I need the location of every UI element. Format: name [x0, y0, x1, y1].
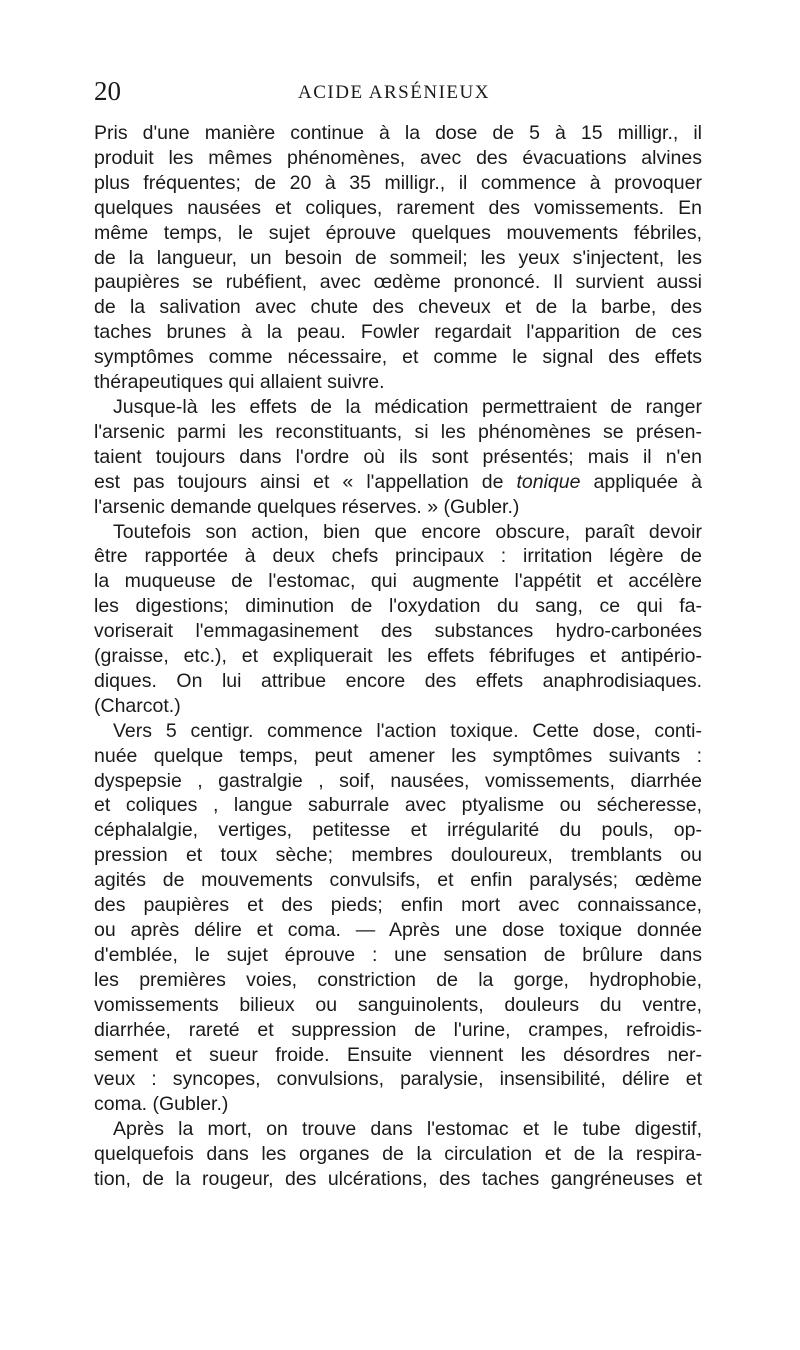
- text-line: les digestions; diminution de l'oxydation du sang, ce qui fa-: [94, 595, 702, 618]
- page-number: 20: [94, 76, 121, 106]
- text-line: (graisse, etc.), et expliquerait les effets fébrifuges et antipério-: [94, 645, 702, 668]
- text-line: plus fréquentes; de 20 à 35 milligr., il commence à provoquer: [94, 171, 702, 194]
- text-line: coma. (Gubler.): [94, 1093, 229, 1116]
- text-line: paupières se rubéfient, avec œdème prononcé. Il survient aussi: [94, 271, 702, 294]
- text-line: taient toujours dans l'ordre où ils sont présentés; mais il n'en: [94, 445, 702, 468]
- text-line: céphalalgie, vertiges, petitesse et irrégularité du pouls, op-: [94, 819, 702, 842]
- text-line: tion, de la rougeur, des ulcérations, des taches gangréneuses et: [94, 1168, 702, 1191]
- text-line: produit les mêmes phénomènes, avec des évacuations alvines: [94, 146, 702, 169]
- text-line: nuée quelque temps, peut amener les symptômes suivants :: [94, 744, 702, 767]
- text-line: quelquefois dans les organes de la circulation et de la respira-: [94, 1143, 702, 1166]
- text-line: Jusque-là les effets de la médication permettraient de ranger: [113, 395, 702, 418]
- text-line: l'arsenic parmi les reconstituants, si les phénomènes se présen-: [94, 420, 702, 443]
- text-line: veux : syncopes, convulsions, paralysie, insensibilité, délire et: [94, 1068, 702, 1091]
- text-line: [94, 470, 702, 495]
- text-line: (Charcot.): [94, 694, 181, 717]
- italic-term: tonique: [516, 470, 581, 493]
- text-segment: appliquée à: [593, 470, 702, 493]
- text-line: vomissements bilieux ou sanguinolents, douleurs du ventre,: [94, 993, 702, 1016]
- text-line: Vers 5 centigr. commence l'action toxique. Cette dose, conti-: [113, 719, 702, 742]
- text-line: l'arsenic demande quelques réserves. » (Gubler.): [94, 495, 520, 518]
- text-segment: est pas toujours ainsi et « l'appellation de: [94, 470, 504, 493]
- text-line: voriserait l'emmagasinement des substances hydro-carbonées: [94, 620, 702, 643]
- text-line: Après la mort, on trouve dans l'estomac et le tube digestif,: [113, 1118, 702, 1141]
- text-line: de la langueur, un besoin de sommeil; les yeux s'injectent, les: [94, 246, 702, 269]
- text-line: dyspepsie , gastralgie , soif, nausées, vomissements, diarrhée: [94, 769, 702, 792]
- text-line: thérapeutiques qui allaient suivre.: [94, 371, 385, 394]
- text-line: sement et sueur froide. Ensuite viennent les désordres ner-: [94, 1043, 702, 1066]
- paragraph: [94, 1117, 702, 1192]
- page-heading: ACIDE ARSÉNIEUX: [298, 82, 490, 103]
- text-line: Pris d'une manière continue à la dose de 5 à 15 milligr., il: [94, 122, 702, 144]
- text-line: la muqueuse de l'estomac, qui augmente l'appétit et accélère: [94, 570, 702, 593]
- text-line: même temps, le sujet éprouve quelques mouvements fébriles,: [94, 221, 702, 244]
- text-line: symptômes comme nécessaire, et comme le signal des effets: [94, 346, 702, 369]
- text-line: ou après délire et coma. — Après une dose toxique donnée: [94, 919, 702, 941]
- paragraph: [94, 395, 702, 520]
- text-line: taches brunes à la peau. Fowler regardait l'apparition de ces: [94, 321, 702, 344]
- text-line: d'emblée, le sujet éprouve : une sensation de brûlure dans: [94, 943, 702, 966]
- paragraph: [94, 520, 702, 719]
- text-line: de la salivation avec chute des cheveux et de la barbe, des: [94, 296, 702, 319]
- text-line: quelques nausées et coliques, rarement des vomissements. En: [94, 196, 702, 219]
- text-line: agités de mouvements convulsifs, et enfin paralysés; œdème: [94, 869, 702, 892]
- running-head: [94, 76, 694, 116]
- text-line: les premières voies, constriction de la gorge, hydrophobie,: [94, 968, 702, 991]
- text-line: pression et toux sèche; membres douloureux, tremblants ou: [94, 844, 702, 867]
- text-line: des paupières et des pieds; enfin mort avec connaissance,: [94, 894, 702, 917]
- text-line: et coliques , langue saburrale avec ptyalisme ou sécheresse,: [94, 794, 702, 817]
- text-line: Toutefois son action, bien que encore obscure, paraît devoir: [113, 520, 702, 543]
- text-line: diarrhée, rareté et suppression de l'urine, crampes, refroidis-: [94, 1018, 702, 1041]
- text-line: être rapportée à deux chefs principaux : irritation légère de: [94, 545, 702, 568]
- body-text: [94, 121, 702, 1192]
- text-line: diques. On lui attribue encore des effets anaphrodisiaques.: [94, 669, 702, 692]
- paragraph: [94, 719, 702, 1118]
- paragraph: [94, 121, 702, 395]
